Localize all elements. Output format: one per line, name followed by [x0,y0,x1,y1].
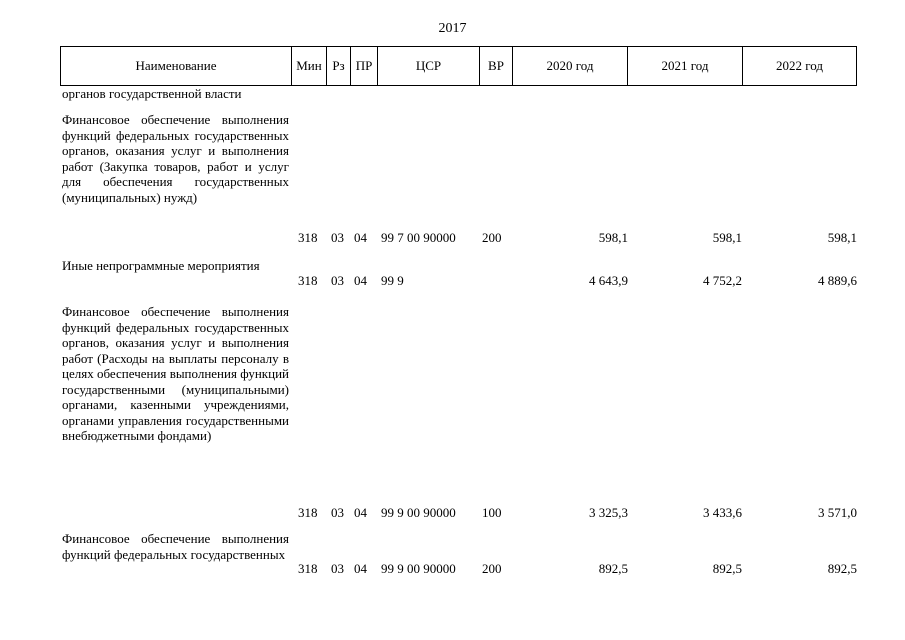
row-2021: 892,5 [712,561,742,576]
table-row [0,86,905,102]
table-header [60,46,857,86]
row-vr: 200 [482,561,502,576]
row-name: Финансовое обеспечение выполнения функций федеральных государственных органов, оказания услуг и выполнения работ (Расходы на выплаты персоналу в целях обеспечения выполнения функций государственными (муниципальными) органами, казенными учреждениями, органами управления государственными внебюджетными фондами) [62,304,289,443]
header-2020: 2020 год [512,47,627,85]
row-2022: 892,5 [827,561,857,576]
row-2022: 4 889,6 [818,273,857,288]
row-2021: 4 752,2 [703,273,742,288]
row-rz: 03 [331,230,344,245]
row-2022: 598,1 [827,230,857,245]
page-number: 2017 [438,21,467,36]
table-row [0,112,905,252]
header-pr: ПР [350,47,377,85]
row-2022: 3 571,0 [818,505,857,520]
row-pr: 04 [354,505,367,520]
row-pr: 04 [354,273,367,288]
row-rz: 03 [331,273,344,288]
header-vr: ВР [479,47,512,85]
row-2020: 892,5 [598,561,628,576]
header-name: Наименование [60,47,291,85]
row-2021: 3 433,6 [703,505,742,520]
row-csr: 99 7 00 90000 [381,230,456,245]
row-pr: 04 [354,561,367,576]
row-name: органов государственной власти [62,86,242,101]
row-min: 318 [298,273,318,288]
row-2020: 3 325,3 [589,505,628,520]
table-row [0,531,905,583]
row-vr: 100 [482,505,502,520]
row-min: 318 [298,505,318,520]
header-csr: ЦСР [377,47,479,85]
row-min: 318 [298,561,318,576]
row-min: 318 [298,230,318,245]
header-rz: Рз [326,47,350,85]
row-csr: 99 9 [381,273,404,288]
row-2020: 4 643,9 [589,273,628,288]
table-row [0,258,905,292]
header-2021: 2021 год [627,47,742,85]
row-name: Финансовое обеспечение выполнения функций федеральных государственных [62,531,289,562]
row-rz: 03 [331,561,344,576]
row-name: Финансовое обеспечение выполнения функций федеральных государственных органов, оказания услуг и выполнения работ (Закупка товаров, работ и услуг для обеспечения государственных (муниципальных) нужд) [62,112,289,205]
row-csr: 99 9 00 90000 [381,561,456,576]
header-min: Мин [291,47,326,85]
row-2020: 598,1 [598,230,628,245]
row-name: Иные непрограммные мероприятия [62,258,260,273]
row-rz: 03 [331,505,344,520]
table-row [0,304,905,524]
header-2022: 2022 год [742,47,857,85]
row-csr: 99 9 00 90000 [381,505,456,520]
row-pr: 04 [354,230,367,245]
row-2021: 598,1 [712,230,742,245]
row-vr: 200 [482,230,502,245]
